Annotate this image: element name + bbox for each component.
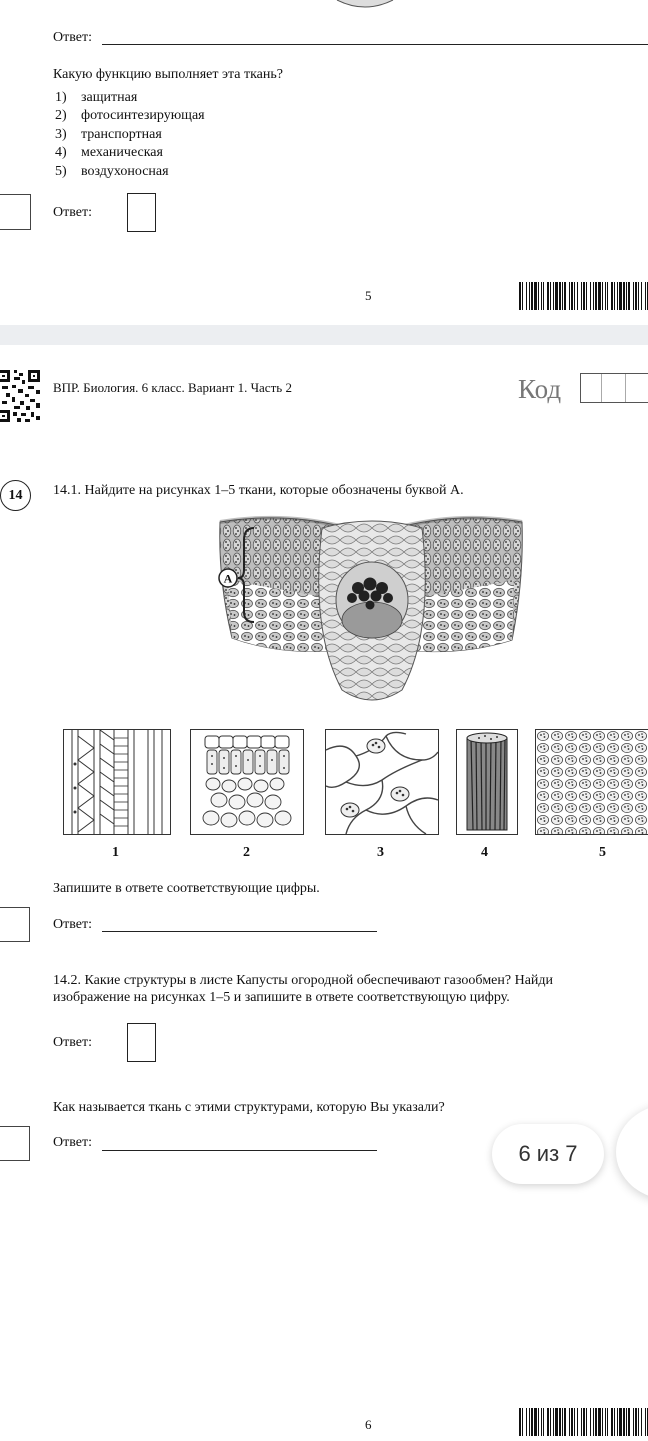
- page-number-6: 6: [365, 1417, 372, 1432]
- answer-box[interactable]: [127, 193, 156, 232]
- page-indicator: 6 из 7: [492, 1124, 604, 1184]
- page-gap: [0, 325, 648, 345]
- option-5: 5) воздухоносная: [55, 164, 169, 179]
- question-function: Какую функцию выполняет эта ткань?: [53, 67, 283, 82]
- figure-remnant: [335, 0, 395, 10]
- answer-line[interactable]: [102, 44, 648, 45]
- qr-code-icon: [0, 368, 42, 424]
- score-box-14-1: [0, 907, 30, 942]
- code-label: Код: [518, 374, 562, 404]
- figure-2: [190, 729, 304, 835]
- figure-number-2: 2: [243, 845, 250, 860]
- score-box-14-3: [0, 1126, 30, 1161]
- answer-line-14-1[interactable]: [102, 931, 377, 932]
- figure-5: [535, 729, 648, 835]
- page-header: ВПР. Биология. 6 класс. Вариант 1. Часть 2: [53, 380, 292, 395]
- option-3: 3) транспортная: [55, 127, 162, 142]
- page-number: 5: [365, 288, 372, 303]
- leaf-cross-section-diagram: [212, 510, 530, 710]
- answer-label: Ответ:: [53, 30, 92, 45]
- option-1: 1) защитная: [55, 90, 138, 105]
- question-14-1: 14.1. Найдите на рисунках 1–5 ткани, которые обозначены буквой А.: [53, 483, 464, 498]
- code-boxes[interactable]: [580, 373, 648, 403]
- figure-4: [456, 729, 518, 835]
- question-14-2-line1: 14.2. Какие структуры в листе Капусты огородной обеспечивают газообмен? Найди: [53, 973, 554, 988]
- figure-number-3: 3: [377, 845, 384, 860]
- score-box: [0, 194, 31, 230]
- instruction: Запишите в ответе соответствующие цифры.: [53, 881, 320, 896]
- figure-3: [325, 729, 439, 835]
- option-2: 2) фотосинтезирующая: [55, 108, 205, 123]
- barcode: [519, 282, 648, 310]
- question-14-3: Как называется ткань с этими структурами, которую Вы указали?: [53, 1100, 445, 1115]
- label-a: А: [223, 571, 233, 586]
- task-number-badge: 14: [0, 480, 31, 511]
- floating-action-button[interactable]: [616, 1104, 648, 1200]
- answer-label-14-3: Ответ:: [53, 1135, 92, 1150]
- answer-box-14-2[interactable]: [127, 1023, 156, 1062]
- answer-line-14-3[interactable]: [102, 1150, 377, 1151]
- figure-number-1: 1: [112, 845, 119, 860]
- figure-number-4: 4: [481, 845, 488, 860]
- answer-label-2: Ответ:: [53, 205, 92, 220]
- option-4: 4) механическая: [55, 145, 163, 160]
- figure-number-5: 5: [599, 845, 606, 860]
- question-14-2-line2: изображение на рисунках 1–5 и запишите в ответе соответствующую цифру.: [53, 990, 510, 1005]
- barcode-6: [519, 1408, 648, 1436]
- answer-label-14-1: Ответ:: [53, 917, 92, 932]
- figure-1: [63, 729, 171, 835]
- answer-label-14-2: Ответ:: [53, 1035, 92, 1050]
